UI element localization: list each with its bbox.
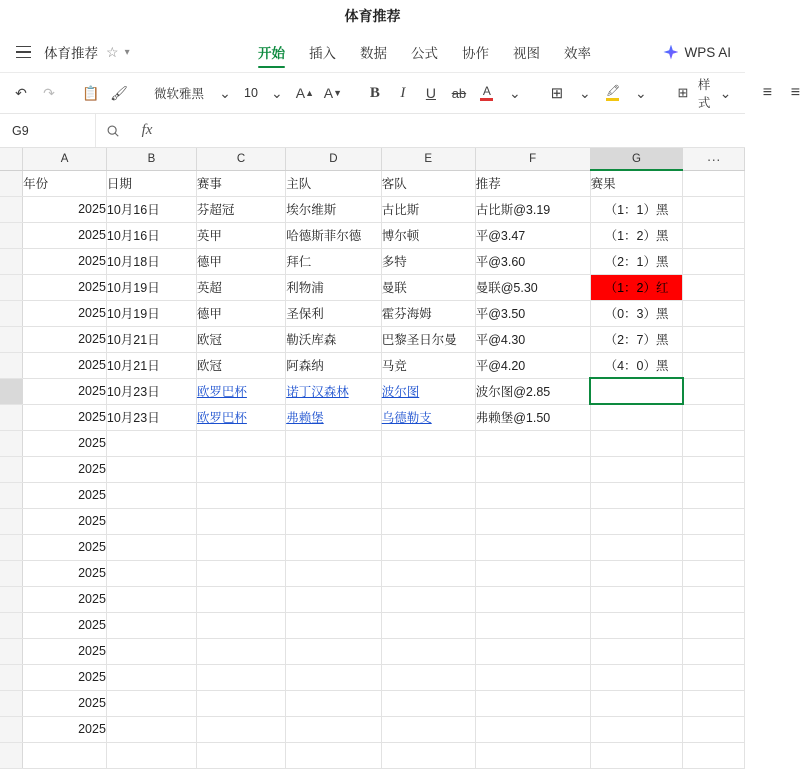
window-title: 体育推荐 bbox=[344, 8, 401, 24]
cell-d10[interactable]: 弗赖堡 bbox=[286, 404, 382, 430]
cell-b13[interactable] bbox=[106, 482, 196, 508]
cell-f13[interactable] bbox=[475, 482, 590, 508]
cell-a6[interactable]: 2025 bbox=[23, 300, 107, 326]
cell-e12[interactable] bbox=[381, 456, 475, 482]
cell-b17[interactable] bbox=[106, 586, 196, 612]
cell-e20[interactable] bbox=[381, 664, 475, 690]
cell-g4[interactable]: （2：1）黑 bbox=[590, 248, 683, 274]
cell-b6[interactable]: 10月19日 bbox=[106, 300, 196, 326]
cell-f22[interactable] bbox=[475, 716, 590, 742]
cell-b19[interactable] bbox=[106, 638, 196, 664]
table-row[interactable] bbox=[0, 638, 745, 664]
cell-b11[interactable] bbox=[106, 430, 196, 456]
column-header-row bbox=[0, 148, 745, 170]
row-header[interactable] bbox=[0, 248, 23, 274]
row-header[interactable] bbox=[0, 482, 23, 508]
column-header-g[interactable]: G bbox=[590, 148, 683, 170]
fill-color-swatch bbox=[606, 98, 619, 101]
cell-g3[interactable]: （1：2）黑 bbox=[590, 222, 683, 248]
cell-b20[interactable] bbox=[106, 664, 196, 690]
cell-h4[interactable] bbox=[683, 248, 745, 274]
fill-color-glyph: 🖍 bbox=[605, 84, 620, 97]
cell-c21[interactable] bbox=[196, 690, 285, 716]
cell-g22[interactable] bbox=[590, 716, 683, 742]
document-name-label[interactable]: 体育推荐 bbox=[44, 46, 98, 61]
grid-body bbox=[0, 170, 745, 768]
cell-a15[interactable]: 2025 bbox=[23, 534, 107, 560]
cell-b9[interactable]: 10月23日 bbox=[106, 378, 196, 404]
cell-f2[interactable]: 古比斯@3.19 bbox=[475, 196, 590, 222]
cell-h20[interactable] bbox=[683, 664, 745, 690]
cell-a4[interactable]: 2025 bbox=[23, 248, 107, 274]
cell-g19[interactable] bbox=[590, 638, 683, 664]
column-header-overflow-icon[interactable]: ··· bbox=[683, 148, 745, 170]
cell-d21[interactable] bbox=[286, 690, 382, 716]
tab-formula[interactable]: 公式 bbox=[411, 46, 438, 61]
decrease-font-size-icon[interactable]: A ▼ bbox=[323, 85, 343, 101]
table-row[interactable] bbox=[0, 560, 745, 586]
cell-e15[interactable] bbox=[381, 534, 475, 560]
row-header[interactable] bbox=[0, 430, 23, 456]
formatting-toolbar bbox=[0, 72, 801, 114]
cell-f1[interactable]: 推荐 bbox=[475, 170, 590, 196]
cell-e7[interactable]: 巴黎圣日尔曼 bbox=[381, 326, 475, 352]
cell-a19[interactable]: 2025 bbox=[23, 638, 107, 664]
row-header[interactable] bbox=[0, 612, 23, 638]
cell-b22[interactable] bbox=[106, 716, 196, 742]
cell-f11[interactable] bbox=[475, 430, 590, 456]
cell-d4[interactable]: 拜仁 bbox=[286, 248, 382, 274]
table-row[interactable] bbox=[0, 612, 745, 638]
cell-a12[interactable]: 2025 bbox=[23, 456, 107, 482]
cell-g21[interactable] bbox=[590, 690, 683, 716]
column-header-f[interactable]: F bbox=[475, 148, 590, 170]
cell-style-label[interactable]: 样式 bbox=[697, 78, 711, 110]
row-header[interactable] bbox=[0, 742, 23, 768]
cell-c17[interactable] bbox=[196, 586, 285, 612]
row-header[interactable] bbox=[0, 534, 23, 560]
cell-c14[interactable] bbox=[196, 508, 285, 534]
row-header[interactable] bbox=[0, 716, 23, 742]
cell-b2[interactable]: 10月16日 bbox=[106, 196, 196, 222]
cell-g5[interactable]: （1：2）红 bbox=[590, 274, 683, 300]
cell-h8[interactable] bbox=[683, 352, 745, 378]
cell-g15[interactable] bbox=[590, 534, 683, 560]
cell-e1[interactable]: 客队 bbox=[381, 170, 475, 196]
cell-h14[interactable] bbox=[683, 508, 745, 534]
cell-h23[interactable] bbox=[683, 742, 745, 768]
tab-collaborate[interactable]: 协作 bbox=[462, 46, 489, 61]
table-row[interactable] bbox=[0, 690, 745, 716]
cell-d23[interactable] bbox=[286, 742, 382, 768]
cell-d13[interactable] bbox=[286, 482, 382, 508]
table-row[interactable] bbox=[0, 430, 745, 456]
cell-a3[interactable]: 2025 bbox=[23, 222, 107, 248]
cell-d16[interactable] bbox=[286, 560, 382, 586]
cell-d17[interactable] bbox=[286, 586, 382, 612]
cell-c9[interactable]: 欧罗巴杯 bbox=[196, 378, 285, 404]
bold-icon[interactable]: B bbox=[369, 84, 380, 101]
cell-d7[interactable]: 勒沃库森 bbox=[286, 326, 382, 352]
chevron-down-icon[interactable]: ▾ bbox=[124, 46, 130, 58]
cell-c6[interactable]: 德甲 bbox=[196, 300, 285, 326]
cell-f7[interactable]: 平@4.30 bbox=[475, 326, 590, 352]
cell-h17[interactable] bbox=[683, 586, 745, 612]
cell-e9[interactable]: 波尔图 bbox=[381, 378, 475, 404]
cell-c7[interactable]: 欧冠 bbox=[196, 326, 285, 352]
cell-d5[interactable]: 利物浦 bbox=[286, 274, 382, 300]
cell-c4[interactable]: 德甲 bbox=[196, 248, 285, 274]
tab-data[interactable]: 数据 bbox=[360, 46, 387, 61]
cell-h19[interactable] bbox=[683, 638, 745, 664]
row-header[interactable] bbox=[0, 560, 23, 586]
cell-g14[interactable] bbox=[590, 508, 683, 534]
cell-d14[interactable] bbox=[286, 508, 382, 534]
cell-a22[interactable]: 2025 bbox=[23, 716, 107, 742]
table-row[interactable] bbox=[0, 326, 745, 352]
cell-h10[interactable] bbox=[683, 404, 745, 430]
table-row[interactable] bbox=[0, 378, 745, 404]
cell-d22[interactable] bbox=[286, 716, 382, 742]
font-color-icon[interactable] bbox=[474, 79, 500, 107]
font-size-chevron-down-icon[interactable]: ⌄ bbox=[271, 84, 283, 101]
cell-e19[interactable] bbox=[381, 638, 475, 664]
cell-a21[interactable]: 2025 bbox=[23, 690, 107, 716]
cell-c5[interactable]: 英超 bbox=[196, 274, 285, 300]
cell-b14[interactable] bbox=[106, 508, 196, 534]
spreadsheet-grid[interactable] bbox=[0, 148, 745, 740]
ai-sparkle-icon bbox=[663, 45, 678, 60]
cell-e18[interactable] bbox=[381, 612, 475, 638]
row-header[interactable] bbox=[0, 664, 23, 690]
cell-f20[interactable] bbox=[475, 664, 590, 690]
table-row[interactable] bbox=[0, 586, 745, 612]
cell-f12[interactable] bbox=[475, 456, 590, 482]
tab-efficiency[interactable]: 效率 bbox=[564, 46, 591, 61]
cell-g13[interactable] bbox=[590, 482, 683, 508]
table-row[interactable] bbox=[0, 248, 745, 274]
table-row[interactable] bbox=[0, 274, 745, 300]
cell-a17[interactable]: 2025 bbox=[23, 586, 107, 612]
cell-f21[interactable] bbox=[475, 690, 590, 716]
row-header[interactable] bbox=[0, 274, 23, 300]
cell-b8[interactable]: 10月21日 bbox=[106, 352, 196, 378]
cell-c2[interactable]: 芬超冠 bbox=[196, 196, 285, 222]
cell-d18[interactable] bbox=[286, 612, 382, 638]
cell-a14[interactable]: 2025 bbox=[23, 508, 107, 534]
cell-e22[interactable] bbox=[381, 716, 475, 742]
cell-d20[interactable] bbox=[286, 664, 382, 690]
cell-e16[interactable] bbox=[381, 560, 475, 586]
cell-g9[interactable] bbox=[590, 378, 683, 404]
row-header[interactable] bbox=[0, 300, 23, 326]
cell-e8[interactable]: 马竞 bbox=[381, 352, 475, 378]
cell-b1[interactable]: 日期 bbox=[106, 170, 196, 196]
cell-c18[interactable] bbox=[196, 612, 285, 638]
cell-a5[interactable]: 2025 bbox=[23, 274, 107, 300]
row-header[interactable] bbox=[0, 456, 23, 482]
font-name-chevron-down-icon[interactable]: ⌄ bbox=[219, 84, 231, 101]
cell-b18[interactable] bbox=[106, 612, 196, 638]
cell-d6[interactable]: 圣保利 bbox=[286, 300, 382, 326]
cell-h13[interactable] bbox=[683, 482, 745, 508]
font-size-select[interactable]: 10 bbox=[244, 86, 258, 100]
table-row[interactable] bbox=[0, 534, 745, 560]
cell-f16[interactable] bbox=[475, 560, 590, 586]
cell-a1[interactable]: 年份 bbox=[23, 170, 107, 196]
formula-input[interactable] bbox=[164, 114, 745, 147]
cell-f14[interactable] bbox=[475, 508, 590, 534]
font-name-select[interactable]: 微软雅黑 bbox=[154, 87, 205, 101]
cell-c12[interactable] bbox=[196, 456, 285, 482]
cell-h2[interactable] bbox=[683, 196, 745, 222]
cell-a20[interactable]: 2025 bbox=[23, 664, 107, 690]
row-header[interactable] bbox=[0, 196, 23, 222]
cell-d8[interactable]: 阿森纳 bbox=[286, 352, 382, 378]
cell-e11[interactable] bbox=[381, 430, 475, 456]
cell-e4[interactable]: 多特 bbox=[381, 248, 475, 274]
cell-b4[interactable]: 10月18日 bbox=[106, 248, 196, 274]
align-center-icon[interactable]: ≡ bbox=[790, 84, 801, 101]
cell-f17[interactable] bbox=[475, 586, 590, 612]
strikethrough-icon[interactable]: ab bbox=[451, 85, 467, 101]
cell-f9[interactable]: 波尔图@2.85 bbox=[475, 378, 590, 404]
cell-h18[interactable] bbox=[683, 612, 745, 638]
table-row[interactable] bbox=[0, 170, 745, 196]
cell-style-icon: ⊞ bbox=[677, 85, 689, 100]
cell-g12[interactable] bbox=[590, 456, 683, 482]
table-row[interactable] bbox=[0, 352, 745, 378]
redo-icon[interactable]: ↷ bbox=[43, 84, 55, 101]
increase-font-size-icon[interactable]: A ▲ bbox=[295, 85, 315, 101]
column-header-d[interactable]: D bbox=[286, 148, 382, 170]
cell-e10[interactable]: 乌德勒支 bbox=[381, 404, 475, 430]
select-all-corner[interactable] bbox=[0, 148, 23, 170]
cell-g20[interactable] bbox=[590, 664, 683, 690]
table-row[interactable] bbox=[0, 664, 745, 690]
row-header[interactable] bbox=[0, 326, 23, 352]
cell-c19[interactable] bbox=[196, 638, 285, 664]
fill-color-icon[interactable] bbox=[600, 79, 626, 107]
cell-f4[interactable]: 平@3.60 bbox=[475, 248, 590, 274]
cell-h16[interactable] bbox=[683, 560, 745, 586]
row-header[interactable] bbox=[0, 352, 23, 378]
cell-d15[interactable] bbox=[286, 534, 382, 560]
cell-e17[interactable] bbox=[381, 586, 475, 612]
cell-b21[interactable] bbox=[106, 690, 196, 716]
cell-b12[interactable] bbox=[106, 456, 196, 482]
cell-f18[interactable] bbox=[475, 612, 590, 638]
cell-a10[interactable]: 2025 bbox=[23, 404, 107, 430]
insert-function-icon[interactable]: fx bbox=[141, 122, 153, 138]
cell-c16[interactable] bbox=[196, 560, 285, 586]
row-header[interactable] bbox=[0, 170, 23, 196]
cell-g10[interactable] bbox=[590, 404, 683, 430]
row-header[interactable] bbox=[0, 404, 23, 430]
table-row[interactable] bbox=[0, 456, 745, 482]
cell-g18[interactable] bbox=[590, 612, 683, 638]
cell-h7[interactable] bbox=[683, 326, 745, 352]
table-row[interactable] bbox=[0, 482, 745, 508]
cell-a8[interactable]: 2025 bbox=[23, 352, 107, 378]
cell-b7[interactable]: 10月21日 bbox=[106, 326, 196, 352]
cell-h1[interactable] bbox=[683, 170, 745, 196]
cell-g16[interactable] bbox=[590, 560, 683, 586]
cell-b10[interactable]: 10月23日 bbox=[106, 404, 196, 430]
cell-d11[interactable] bbox=[286, 430, 382, 456]
cell-c20[interactable] bbox=[196, 664, 285, 690]
cell-h22[interactable] bbox=[683, 716, 745, 742]
cell-f8[interactable]: 平@4.20 bbox=[475, 352, 590, 378]
wps-ai-label: WPS AI bbox=[684, 44, 731, 60]
cell-g17[interactable] bbox=[590, 586, 683, 612]
cell-c3[interactable]: 英甲 bbox=[196, 222, 285, 248]
cell-a9[interactable]: 2025 bbox=[23, 378, 107, 404]
format-painter-icon[interactable]: 🖌 bbox=[110, 84, 128, 101]
row-header[interactable] bbox=[0, 508, 23, 534]
cell-h9[interactable] bbox=[683, 378, 745, 404]
tab-view[interactable]: 视图 bbox=[513, 46, 540, 61]
cell-c8[interactable]: 欧冠 bbox=[196, 352, 285, 378]
cell-f10[interactable]: 弗赖堡@1.50 bbox=[475, 404, 590, 430]
decrease-font-glyph: A bbox=[323, 85, 334, 101]
paste-icon[interactable]: 📋 bbox=[82, 84, 100, 101]
cell-g2[interactable]: （1：1）黑 bbox=[590, 196, 683, 222]
cell-e6[interactable]: 霍芬海姆 bbox=[381, 300, 475, 326]
align-left-icon[interactable]: ≡ bbox=[762, 84, 773, 101]
table-row[interactable] bbox=[0, 222, 745, 248]
cell-f23[interactable] bbox=[475, 742, 590, 768]
table-row[interactable] bbox=[0, 508, 745, 534]
table-row[interactable] bbox=[0, 404, 745, 430]
cell-style-chevron-down-icon[interactable]: ⌄ bbox=[719, 84, 732, 101]
cell-a13[interactable]: 2025 bbox=[23, 482, 107, 508]
cell-d9[interactable]: 诺丁汉森林 bbox=[286, 378, 382, 404]
row-header[interactable] bbox=[0, 586, 23, 612]
cell-c1[interactable]: 赛事 bbox=[196, 170, 285, 196]
font-color-chevron-down-icon[interactable]: ⌄ bbox=[509, 84, 521, 101]
cell-c15[interactable] bbox=[196, 534, 285, 560]
wps-ai-button[interactable] bbox=[663, 32, 731, 72]
tab-insert[interactable]: 插入 bbox=[309, 46, 336, 61]
cell-b16[interactable] bbox=[106, 560, 196, 586]
table-row[interactable] bbox=[0, 716, 745, 742]
cell-g23[interactable] bbox=[590, 742, 683, 768]
row-header[interactable] bbox=[0, 638, 23, 664]
cell-h21[interactable] bbox=[683, 690, 745, 716]
cell-c11[interactable] bbox=[196, 430, 285, 456]
table-row[interactable] bbox=[0, 196, 745, 222]
column-header-a[interactable]: A bbox=[23, 148, 107, 170]
italic-icon[interactable]: I bbox=[400, 84, 406, 101]
cell-h11[interactable] bbox=[683, 430, 745, 456]
name-box[interactable]: G9 bbox=[0, 114, 96, 147]
cell-c23[interactable] bbox=[196, 742, 285, 768]
cell-b15[interactable] bbox=[106, 534, 196, 560]
cell-g8[interactable]: （4：0）黑 bbox=[590, 352, 683, 378]
tab-start[interactable]: 开始 bbox=[258, 32, 285, 72]
undo-icon[interactable]: ↶ bbox=[15, 84, 27, 101]
cell-e23[interactable] bbox=[381, 742, 475, 768]
borders-chevron-down-icon[interactable]: ⌄ bbox=[579, 84, 591, 101]
formula-bar bbox=[0, 114, 745, 148]
search-icon[interactable] bbox=[96, 114, 130, 147]
cell-g11[interactable] bbox=[590, 430, 683, 456]
cell-d19[interactable] bbox=[286, 638, 382, 664]
menu-tab-bar bbox=[0, 32, 745, 72]
ribbon-tabs bbox=[258, 32, 591, 72]
column-header-e[interactable]: E bbox=[381, 148, 475, 170]
cell-a18[interactable]: 2025 bbox=[23, 612, 107, 638]
cell-e13[interactable] bbox=[381, 482, 475, 508]
grid-table bbox=[0, 148, 745, 769]
cell-c13[interactable] bbox=[196, 482, 285, 508]
cell-h3[interactable] bbox=[683, 222, 745, 248]
cell-f6[interactable]: 平@3.50 bbox=[475, 300, 590, 326]
cell-e2[interactable]: 古比斯 bbox=[381, 196, 475, 222]
row-header[interactable] bbox=[0, 690, 23, 716]
table-row[interactable] bbox=[0, 300, 745, 326]
cell-e21[interactable] bbox=[381, 690, 475, 716]
cell-a7[interactable]: 2025 bbox=[23, 326, 107, 352]
cell-f5[interactable]: 曼联@5.30 bbox=[475, 274, 590, 300]
cell-g6[interactable]: （0：3）黑 bbox=[590, 300, 683, 326]
cell-a11[interactable]: 2025 bbox=[23, 430, 107, 456]
star-icon[interactable]: ☆ bbox=[106, 43, 119, 60]
cell-d1[interactable]: 主队 bbox=[286, 170, 382, 196]
font-color-glyph: A bbox=[482, 84, 491, 98]
cell-g7[interactable]: （2：7）黑 bbox=[590, 326, 683, 352]
cell-e14[interactable] bbox=[381, 508, 475, 534]
cell-e5[interactable]: 曼联 bbox=[381, 274, 475, 300]
borders-icon[interactable]: ⊞ bbox=[550, 85, 564, 102]
cell-d3[interactable]: 哈德斯菲尔德 bbox=[286, 222, 382, 248]
window-title-bar bbox=[0, 0, 745, 32]
cell-e3[interactable]: 博尔顿 bbox=[381, 222, 475, 248]
underline-icon[interactable]: U bbox=[425, 85, 436, 101]
increase-font-glyph: A bbox=[295, 85, 306, 101]
cell-b3[interactable]: 10月16日 bbox=[106, 222, 196, 248]
cell-h12[interactable] bbox=[683, 456, 745, 482]
row-header[interactable] bbox=[0, 378, 23, 404]
row-header[interactable] bbox=[0, 222, 23, 248]
cell-f3[interactable]: 平@3.47 bbox=[475, 222, 590, 248]
cell-d12[interactable] bbox=[286, 456, 382, 482]
cell-a2[interactable]: 2025 bbox=[23, 196, 107, 222]
cell-c22[interactable] bbox=[196, 716, 285, 742]
cell-c10[interactable]: 欧罗巴杯 bbox=[196, 404, 285, 430]
hamburger-menu-icon[interactable] bbox=[10, 39, 36, 65]
cell-h6[interactable] bbox=[683, 300, 745, 326]
cell-f15[interactable] bbox=[475, 534, 590, 560]
cell-a23[interactable] bbox=[23, 742, 107, 768]
column-header-c[interactable]: C bbox=[196, 148, 285, 170]
cell-h15[interactable] bbox=[683, 534, 745, 560]
table-row[interactable] bbox=[0, 742, 745, 768]
cell-b5[interactable]: 10月19日 bbox=[106, 274, 196, 300]
cell-h5[interactable] bbox=[683, 274, 745, 300]
fill-color-chevron-down-icon[interactable]: ⌄ bbox=[635, 84, 647, 101]
cell-a16[interactable]: 2025 bbox=[23, 560, 107, 586]
cell-b23[interactable] bbox=[106, 742, 196, 768]
cell-d2[interactable]: 埃尔维斯 bbox=[286, 196, 382, 222]
font-color-swatch bbox=[480, 98, 493, 101]
column-header-b[interactable]: B bbox=[106, 148, 196, 170]
cell-f19[interactable] bbox=[475, 638, 590, 664]
cell-g1[interactable]: 赛果 bbox=[590, 170, 683, 196]
